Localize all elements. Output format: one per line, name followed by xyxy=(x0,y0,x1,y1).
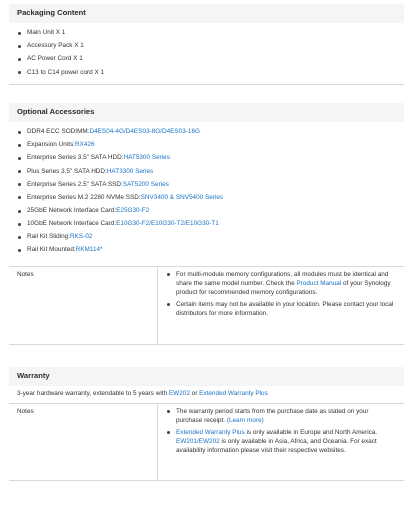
list-item xyxy=(17,218,404,231)
warranty-text: 3-year hardware warranty, extendable to 5 years with EW202 or Extended Warranty Plus xyxy=(17,390,268,397)
extended-warranty-plus-link[interactable]: Extended Warranty Plus xyxy=(176,428,245,436)
packaging-header: Packaging Content xyxy=(9,4,404,23)
item-label: Plus Series 3.5" SATA HDD: xyxy=(27,167,107,175)
ew202-link[interactable]: EW202 xyxy=(168,390,190,397)
hat3300-link[interactable]: HAT3300 Series xyxy=(106,167,154,175)
section-divider xyxy=(9,84,404,85)
item-label: 25GbE Network Interface Card: xyxy=(27,206,117,214)
list-item: C13 to C14 power cord X 1 xyxy=(17,66,404,79)
list-item: Accessory Pack X 1 xyxy=(17,40,404,53)
e25g-link[interactable]: E25G30-F2 xyxy=(116,206,150,214)
notes-body xyxy=(157,404,404,480)
item-label: 10GbE Network Interface Card: xyxy=(27,219,117,227)
notes-body xyxy=(157,267,404,344)
learn-more-link[interactable]: (Learn more) xyxy=(226,416,264,424)
accessories-header: Optional Accessories xyxy=(9,103,404,122)
note-item: For multi-module memory configurations, all modules must be identical and share the same model number. Check the Product Manual of your Synology product for recommended memory configurations. xyxy=(166,270,396,297)
list-item xyxy=(17,152,404,165)
item-label: Rail Kit Sliding: xyxy=(27,232,70,240)
sat5200-link[interactable]: SAT5200 Series xyxy=(122,180,169,188)
expansion-link[interactable]: RX426 xyxy=(74,141,95,149)
accessories-list xyxy=(9,122,404,266)
memory-link[interactable]: D4ES04-4G/D4ES03-8G/D4ES03-16G xyxy=(89,128,200,136)
accessories-notes-row xyxy=(9,266,404,345)
list-item xyxy=(17,165,404,178)
item-label: Rail Kit Mounted: xyxy=(27,246,76,254)
list-item xyxy=(17,178,404,191)
warranty-header: Warranty xyxy=(9,367,404,386)
product-manual-link[interactable]: Product Manual xyxy=(296,280,342,288)
list-item xyxy=(17,126,404,139)
ew201-ew202-link[interactable]: EW201/EW202 xyxy=(176,437,220,445)
extended-warranty-link[interactable]: Extended Warranty Plus xyxy=(199,390,268,397)
note-item: Extended Warranty Plus is only available in Europe and North America. EW201/EW202 is only available in Asia, Africa, and Oceania. For exact availability information please visit their respective websites. xyxy=(166,428,396,455)
list-item xyxy=(17,231,404,244)
rks-link[interactable]: RKS-02 xyxy=(69,232,93,240)
item-label: Expansion Units: xyxy=(27,141,75,149)
list-item xyxy=(17,244,404,257)
notes-label: Notes xyxy=(17,271,34,278)
note-item: The warranty period starts from the purchase date as stated on your purchase receipt. (Learn more) xyxy=(166,407,396,425)
packaging-list xyxy=(9,23,404,84)
list-item: AC Power Cord X 1 xyxy=(17,53,404,66)
item-label: Enterprise Series 3.5" SATA HDD: xyxy=(27,154,124,162)
notes-label: Notes xyxy=(17,407,34,415)
rkm-link[interactable]: RKM114* xyxy=(75,246,103,254)
list-item xyxy=(17,191,404,204)
e10g-link[interactable]: E10G30-F2/E10G30-T2/E10G30-T1 xyxy=(116,219,219,227)
list-item xyxy=(17,139,404,152)
hat5300-link[interactable]: HAT5300 Series xyxy=(123,154,170,162)
warranty-notes-row xyxy=(9,403,404,481)
item-label: Enterprise Series 2.5" SATA SSD: xyxy=(27,180,123,188)
note-item: Certain items may not be available in your location. Please contact your local distributors for more information. xyxy=(166,300,396,318)
list-item xyxy=(17,205,404,218)
item-label: DDR4 ECC SODIMM: xyxy=(27,128,90,136)
list-item: Main Unit X 1 xyxy=(17,27,404,40)
item-label: Enterprise Series M.2 2280 NVMe SSD: xyxy=(27,193,141,201)
snv-link[interactable]: SNV3400 & SNV5400 Series xyxy=(140,193,224,201)
